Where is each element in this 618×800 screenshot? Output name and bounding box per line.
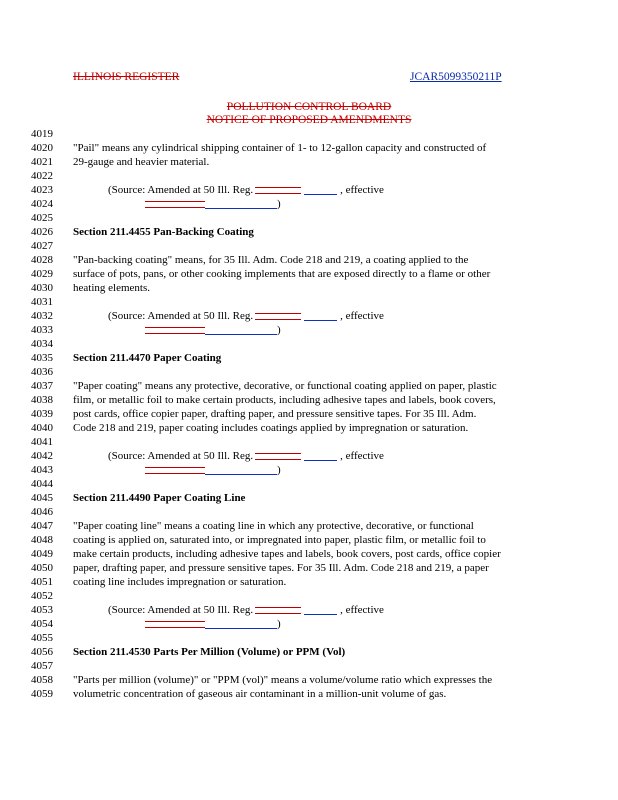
deleted-blank bbox=[145, 467, 205, 474]
line-number: 4050 bbox=[31, 562, 53, 574]
definition-line: film, or metallic foil to make certain products, including adhesive tapes and labels, book covers, bbox=[73, 394, 496, 406]
source-close: ) bbox=[277, 464, 281, 476]
inserted-blank bbox=[205, 208, 277, 209]
inserted-blank bbox=[304, 194, 337, 195]
line-number: 4025 bbox=[31, 212, 53, 224]
definition-line: "Pan-backing coating" means, for 35 Ill. Adm. Code 218 and 219, a coating applied to the bbox=[73, 254, 469, 266]
definition-line: "Parts per million (volume)" or "PPM (vol)" means a volume/volume ratio which expresses the bbox=[73, 674, 493, 686]
definition-line: volumetric concentration of gaseous air contaminant in a million-unit volume of gas. bbox=[73, 688, 447, 700]
line-number: 4039 bbox=[31, 408, 53, 420]
line-number: 4024 bbox=[31, 198, 53, 210]
line-number: 4035 bbox=[31, 352, 53, 364]
deleted-blank bbox=[255, 453, 301, 460]
source-note-date bbox=[145, 464, 281, 477]
line-number: 4031 bbox=[31, 296, 53, 308]
source-prefix: (Source: Amended at 50 Ill. Reg. bbox=[108, 310, 254, 322]
line-number: 4045 bbox=[31, 492, 53, 504]
line-number: 4032 bbox=[31, 310, 53, 322]
definition-line: "Paper coating line" means a coating line in which any protective, decorative, or functional bbox=[73, 520, 474, 532]
line-number: 4033 bbox=[31, 324, 53, 336]
line-number: 4038 bbox=[31, 394, 53, 406]
section-heading: Section 211.4490 Paper Coating Line bbox=[73, 492, 246, 504]
section-heading: Section 211.4455 Pan-Backing Coating bbox=[73, 226, 254, 238]
source-effective: , effective bbox=[340, 450, 384, 462]
line-number: 4037 bbox=[31, 380, 53, 392]
line-number: 4021 bbox=[31, 156, 53, 168]
definition-line: make certain products, including adhesive tapes and labels, book covers, post cards, office copier bbox=[73, 548, 501, 560]
deleted-blank bbox=[145, 327, 205, 334]
line-number: 4028 bbox=[31, 254, 53, 266]
line-number: 4026 bbox=[31, 226, 53, 238]
inserted-blank bbox=[304, 614, 337, 615]
source-note bbox=[108, 604, 384, 617]
section-heading: Section 211.4530 Parts Per Million (Volume) or PPM (Vol) bbox=[73, 646, 346, 658]
source-note bbox=[108, 310, 384, 323]
line-number: 4055 bbox=[31, 632, 53, 644]
line-number: 4043 bbox=[31, 464, 53, 476]
line-number: 4036 bbox=[31, 366, 53, 378]
line-number: 4054 bbox=[31, 618, 53, 630]
inserted-blank bbox=[205, 334, 277, 335]
definition-line: coating is applied on, saturated into, or impregnated into paper, plastic film, or metallic foil to bbox=[73, 534, 486, 546]
deleted-blank bbox=[255, 607, 301, 614]
jcar-code-header: JCAR5099350211P bbox=[410, 71, 502, 83]
definition-line: "Paper coating" means any protective, decorative, or functional coating applied on paper, plastic bbox=[73, 380, 497, 392]
source-prefix: (Source: Amended at 50 Ill. Reg. bbox=[108, 450, 254, 462]
inserted-blank bbox=[304, 460, 337, 461]
line-number: 4053 bbox=[31, 604, 53, 616]
inserted-blank bbox=[205, 474, 277, 475]
board-title: POLLUTION CONTROL BOARD bbox=[226, 101, 392, 113]
line-number: 4027 bbox=[31, 240, 53, 252]
line-number: 4041 bbox=[31, 436, 53, 448]
line-number: 4059 bbox=[31, 688, 53, 700]
line-number: 4042 bbox=[31, 450, 53, 462]
source-note-date bbox=[145, 618, 281, 631]
section-heading: Section 211.4470 Paper Coating bbox=[73, 352, 222, 364]
source-prefix: (Source: Amended at 50 Ill. Reg. bbox=[108, 184, 254, 196]
line-number: 4052 bbox=[31, 590, 53, 602]
deleted-blank bbox=[255, 187, 301, 194]
inserted-blank bbox=[205, 628, 277, 629]
line-number: 4058 bbox=[31, 674, 53, 686]
deleted-blank bbox=[255, 313, 301, 320]
notice-title: NOTICE OF PROPOSED AMENDMENTS bbox=[206, 114, 412, 126]
line-number: 4057 bbox=[31, 660, 53, 672]
definition-line: coating line includes impregnation or saturation. bbox=[73, 576, 287, 588]
line-number: 4040 bbox=[31, 422, 53, 434]
line-number: 4022 bbox=[31, 170, 53, 182]
source-effective: , effective bbox=[340, 604, 384, 616]
definition-line: surface of pots, pans, or other cooking implements that are exposed directly to a flame or other bbox=[73, 268, 491, 280]
pail-definition-line: 29-gauge and heavier material. bbox=[73, 156, 210, 168]
line-number: 4020 bbox=[31, 142, 53, 154]
source-close: ) bbox=[277, 198, 281, 210]
register-header: ILLINOIS REGISTER bbox=[73, 71, 180, 83]
source-effective: , effective bbox=[340, 184, 384, 196]
line-number: 4044 bbox=[31, 478, 53, 490]
line-number: 4046 bbox=[31, 506, 53, 518]
source-note bbox=[108, 184, 384, 197]
source-effective: , effective bbox=[340, 310, 384, 322]
line-number: 4030 bbox=[31, 282, 53, 294]
line-number: 4049 bbox=[31, 548, 53, 560]
inserted-blank bbox=[304, 320, 337, 321]
line-number: 4023 bbox=[31, 184, 53, 196]
definition-line: heating elements. bbox=[73, 282, 150, 294]
source-close: ) bbox=[277, 618, 281, 630]
line-number: 4056 bbox=[31, 646, 53, 658]
source-close: ) bbox=[277, 324, 281, 336]
line-number: 4047 bbox=[31, 520, 53, 532]
deleted-blank bbox=[145, 621, 205, 628]
line-number: 4019 bbox=[31, 128, 53, 140]
source-note-date bbox=[145, 198, 281, 211]
source-prefix: (Source: Amended at 50 Ill. Reg. bbox=[108, 604, 254, 616]
definition-line: paper, drafting paper, and pressure sensitive tapes. For 35 Ill. Adm. Code 218 and 219, a paper bbox=[73, 562, 489, 574]
pail-definition-line: "Pail" means any cylindrical shipping container of 1- to 12-gallon capacity and constructed of bbox=[73, 142, 487, 154]
source-note bbox=[108, 450, 384, 463]
line-number: 4034 bbox=[31, 338, 53, 350]
line-number: 4048 bbox=[31, 534, 53, 546]
deleted-blank bbox=[145, 201, 205, 208]
definition-line: Code 218 and 219, paper coating includes coatings applied by impregnation or saturation. bbox=[73, 422, 469, 434]
line-number: 4051 bbox=[31, 576, 53, 588]
line-number: 4029 bbox=[31, 268, 53, 280]
source-note-date bbox=[145, 324, 281, 337]
definition-line: post cards, office copier paper, drafting paper, and pressure sensitive tapes. For 35 Ill. Adm. bbox=[73, 408, 477, 420]
